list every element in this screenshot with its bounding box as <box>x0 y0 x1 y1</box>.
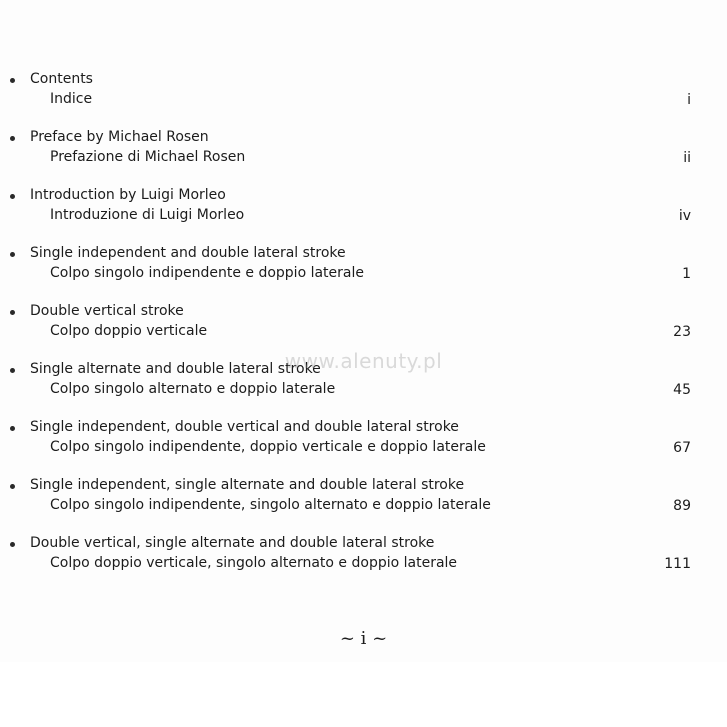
toc-entry-preface <box>0 128 727 186</box>
toc-title-en: Preface by Michael Rosen <box>30 129 209 145</box>
bullet-icon <box>10 426 15 431</box>
toc-title-en: Contents <box>30 71 93 87</box>
toc-title-it: Colpo doppio verticale, singolo alternato e doppio laterale <box>50 555 458 571</box>
toc-page-number: 23 <box>673 324 691 340</box>
toc-title-en: Double vertical, single alternate and double lateral stroke <box>30 535 435 551</box>
toc-page-number: 1 <box>682 266 691 282</box>
watermark: www.alenuty.pl <box>284 349 443 373</box>
toc-title-it: Introduzione di Luigi Morleo <box>50 207 245 223</box>
page-margin-bottom <box>0 662 727 727</box>
toc-entry-chapter-5 <box>0 476 727 534</box>
toc-entry-chapter-6 <box>0 534 727 592</box>
toc-title-it: Colpo singolo indipendente, singolo alternato e doppio laterale <box>50 497 491 513</box>
toc-entry-chapter-1 <box>0 244 727 302</box>
bullet-icon <box>10 310 15 315</box>
toc-entry-introduction <box>0 186 727 244</box>
bullet-icon <box>10 484 15 489</box>
toc-title-en: Double vertical stroke <box>30 303 184 319</box>
toc-title-en: Single alternate and double lateral stroke <box>30 361 321 377</box>
page-folio: ~ i ~ <box>339 628 388 649</box>
bullet-icon <box>10 136 15 141</box>
toc-title-en: Introduction by Luigi Morleo <box>30 187 226 203</box>
table-of-contents <box>0 70 727 592</box>
toc-page-number: ii <box>683 150 691 166</box>
bullet-icon <box>10 78 15 83</box>
toc-page-number: 111 <box>664 556 691 572</box>
toc-title-it: Indice <box>50 91 93 107</box>
toc-page-number: 67 <box>673 440 691 456</box>
toc-title-it: Colpo singolo indipendente, doppio verticale e doppio laterale <box>50 439 486 455</box>
toc-title-it: Colpo singolo alternato e doppio laterale <box>50 381 336 397</box>
toc-title-en: Single independent, double vertical and double lateral stroke <box>30 419 459 435</box>
toc-page-number: iv <box>678 208 691 224</box>
toc-title-it: Colpo doppio verticale <box>50 323 208 339</box>
toc-page-number: i <box>687 92 691 108</box>
toc-title-it: Prefazione di Michael Rosen <box>50 149 246 165</box>
bullet-icon <box>10 542 15 547</box>
toc-page-number: 89 <box>673 498 691 514</box>
toc-entry-contents <box>0 70 727 128</box>
toc-entry-chapter-4 <box>0 418 727 476</box>
bullet-icon <box>10 252 15 257</box>
toc-title-en: Single independent and double lateral stroke <box>30 245 346 261</box>
toc-title-it: Colpo singolo indipendente e doppio laterale <box>50 265 364 281</box>
bullet-icon <box>10 194 15 199</box>
toc-page-number: 45 <box>673 382 691 398</box>
toc-title-en: Single independent, single alternate and double lateral stroke <box>30 477 465 493</box>
